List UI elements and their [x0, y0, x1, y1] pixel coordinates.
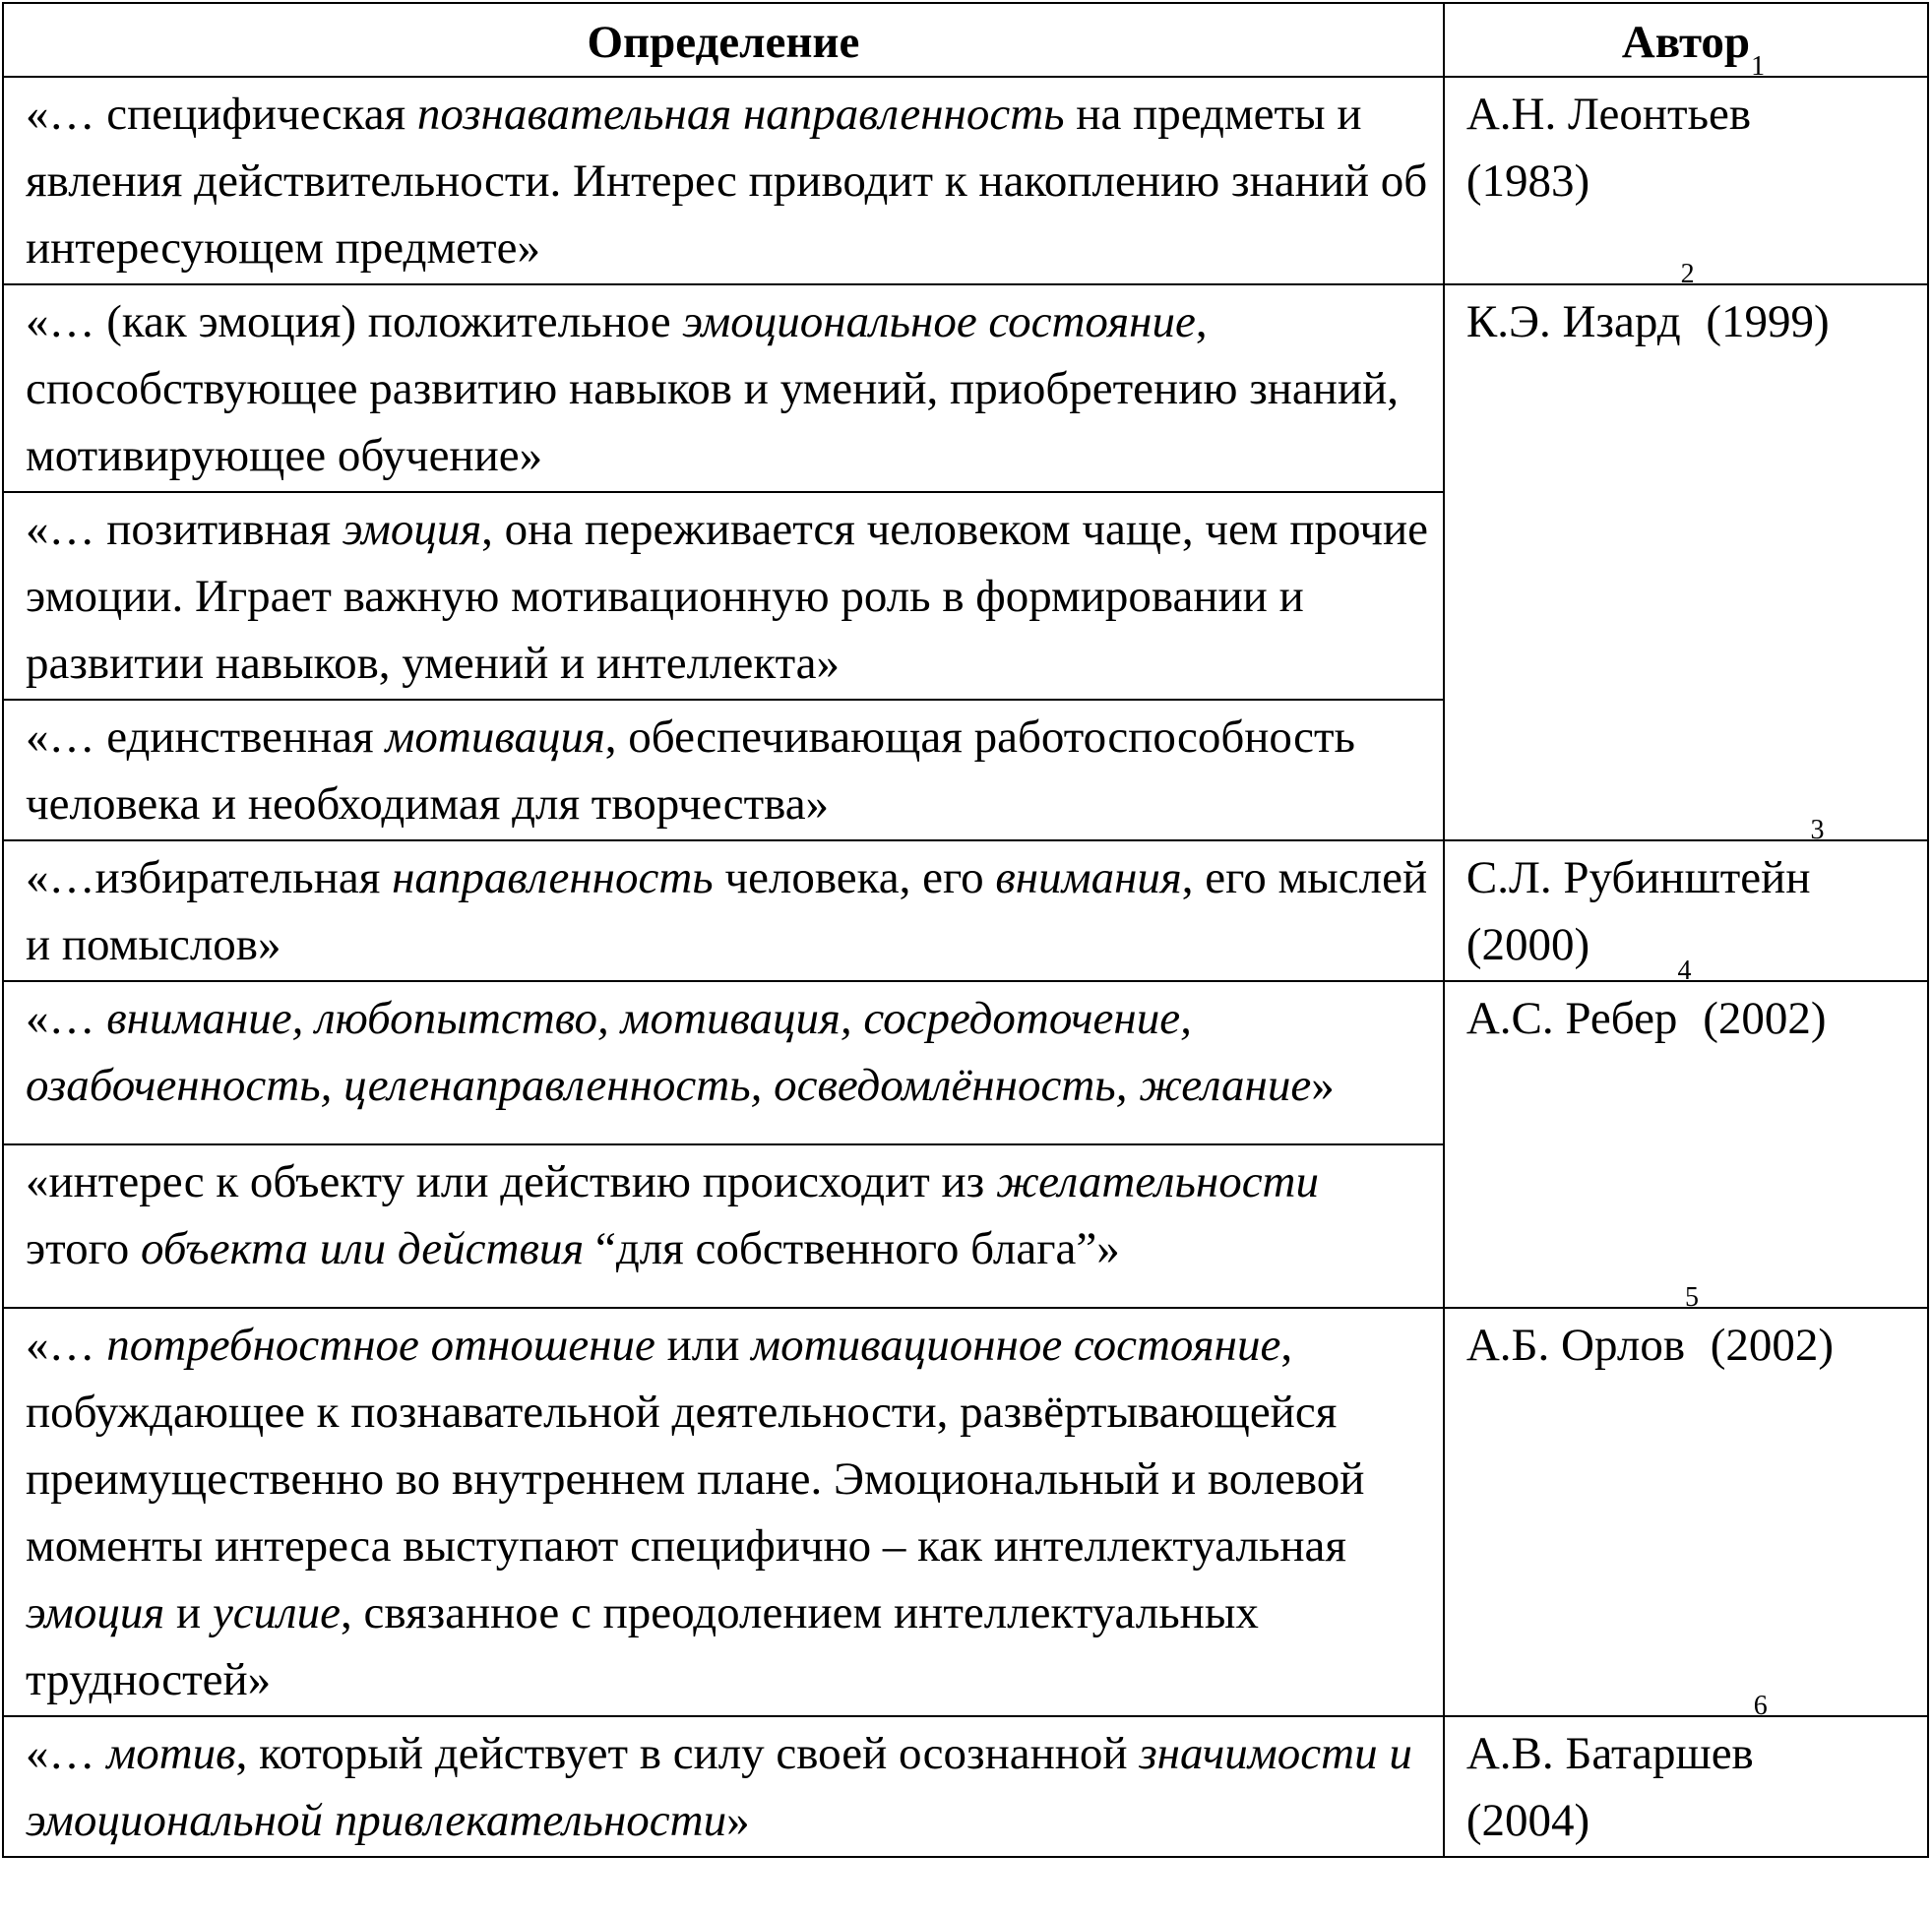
author-year: (2004) — [1465, 1795, 1590, 1846]
definition-cell — [3, 1308, 1444, 1716]
author-name: А.В. Батаршев — [1465, 1728, 1754, 1779]
definition-cell — [3, 840, 1444, 981]
author-name: К.Э. Изард — [1465, 296, 1681, 347]
definition-text: на предметы и явления действительности. Интерес приводит к накоплению знаний об интересующем предмете» — [26, 89, 1428, 274]
definition-emphasis: усилие — [212, 1587, 342, 1638]
footnote-marker: 4 — [1677, 956, 1692, 986]
table-row — [3, 981, 1928, 1144]
author-name: А.С. Ребер — [1465, 993, 1678, 1044]
author-name: А.Б. Орлов — [1465, 1320, 1686, 1371]
definition-text: «… позитивная — [26, 504, 343, 555]
definition-text: «… — [26, 1728, 107, 1779]
author-year: (1999) — [1694, 296, 1830, 347]
definition-emphasis: эмоциональное состояние — [682, 296, 1196, 347]
table-row — [3, 1308, 1928, 1716]
author-year: (2000) — [1465, 919, 1590, 970]
definition-cell — [3, 1716, 1444, 1857]
definition-emphasis: желательности — [996, 1156, 1319, 1207]
table-row — [3, 284, 1928, 492]
definition-text: , способствующее развитию навыков и умений, приобретению знаний, мотивирующее обучение» — [26, 296, 1399, 481]
definition-emphasis: познавательная направленность — [416, 89, 1065, 140]
author-name: С.Л. Рубинштейн — [1465, 852, 1811, 903]
table-row — [3, 840, 1928, 981]
definition-text: “для собственного блага”» — [584, 1223, 1120, 1274]
footnote-marker: 2 — [1680, 259, 1695, 289]
definition-cell — [3, 77, 1444, 284]
definition-emphasis: эмоция — [26, 1587, 165, 1638]
definition-emphasis: объекта или действия — [140, 1223, 585, 1274]
definition-emphasis: мотивация — [385, 711, 605, 763]
definition-text: «интерес к объекту или действию происходит из — [26, 1156, 996, 1207]
definition-text: «… — [26, 993, 107, 1044]
definition-text: «… единственная — [26, 711, 386, 763]
header-author: Автор — [1444, 3, 1928, 77]
definition-text: , который действует в силу своей осознанной — [235, 1728, 1140, 1779]
author-cell — [1444, 259, 1928, 840]
definition-text: » — [726, 1795, 750, 1846]
table-row — [3, 77, 1928, 284]
table-row — [3, 1716, 1928, 1857]
definition-text: и — [164, 1587, 213, 1638]
definition-text: или — [654, 1320, 752, 1371]
author-cell — [1444, 1691, 1928, 1857]
definition-emphasis: направленность — [392, 852, 714, 903]
header-definition: Определение — [3, 3, 1444, 77]
definition-text: , побуждающее к познавательной деятельности, развёртывающейся преимущественно во внутреннем плане. Эмоциональный и волевой моменты интереса выступают специфично – как интеллектуальная — [26, 1320, 1365, 1572]
definition-emphasis: внимание, любопытство, мотивация, сосредоточение, озабоченность, целенаправленность, осведомлённость, желание — [26, 993, 1312, 1111]
header-row — [3, 3, 1928, 77]
footnote-marker: 6 — [1753, 1691, 1768, 1721]
author-cell — [1444, 956, 1928, 1308]
definition-text: , связанное с преодолением интеллектуальных трудностей» — [26, 1587, 1259, 1705]
definition-emphasis: мотивационное состояние — [751, 1320, 1281, 1371]
author-cell — [1444, 1282, 1928, 1716]
definition-cell — [3, 1144, 1444, 1308]
definition-text: » — [1311, 1060, 1335, 1111]
definition-text: , обеспечивающая работоспособность человека и необходимая для творчества» — [26, 711, 1355, 830]
definition-emphasis: потребностное отношение — [106, 1320, 655, 1371]
footnote-marker: 3 — [1810, 815, 1825, 845]
author-year: (2002) — [1691, 993, 1827, 1044]
definition-text: , его мыслей и помыслов» — [26, 852, 1428, 970]
definition-text: , она переживается человеком чаще, чем прочие эмоции. Играет важную мотивационную роль в формировании и развитии навыков, умений и интеллекта» — [26, 504, 1428, 689]
definition-text: «… (как эмоция) положительное — [26, 296, 683, 347]
definition-text: «…избирательная — [26, 852, 393, 903]
definition-emphasis: значимости и эмоциональной привлекательности — [26, 1728, 1412, 1846]
author-year: (2002) — [1699, 1320, 1835, 1371]
definition-cell — [3, 981, 1444, 1144]
definition-emphasis: эмоция — [342, 504, 482, 555]
footnote-marker: 1 — [1751, 51, 1766, 82]
definition-text: этого — [26, 1223, 141, 1274]
author-cell — [1444, 51, 1928, 284]
definition-text: «… — [26, 1320, 107, 1371]
definitions-table — [2, 2, 1929, 1858]
author-year: (1983) — [1465, 155, 1590, 207]
footnote-marker: 5 — [1685, 1282, 1700, 1313]
author-name: А.Н. Леонтьев — [1465, 89, 1752, 140]
definition-cell — [3, 492, 1444, 700]
definition-cell — [3, 700, 1444, 840]
definition-text: «… специфическая — [26, 89, 417, 140]
definition-emphasis: мотив — [106, 1728, 236, 1779]
definition-cell — [3, 284, 1444, 492]
definition-text: человека, его — [713, 852, 996, 903]
definition-emphasis: внимания — [995, 852, 1182, 903]
